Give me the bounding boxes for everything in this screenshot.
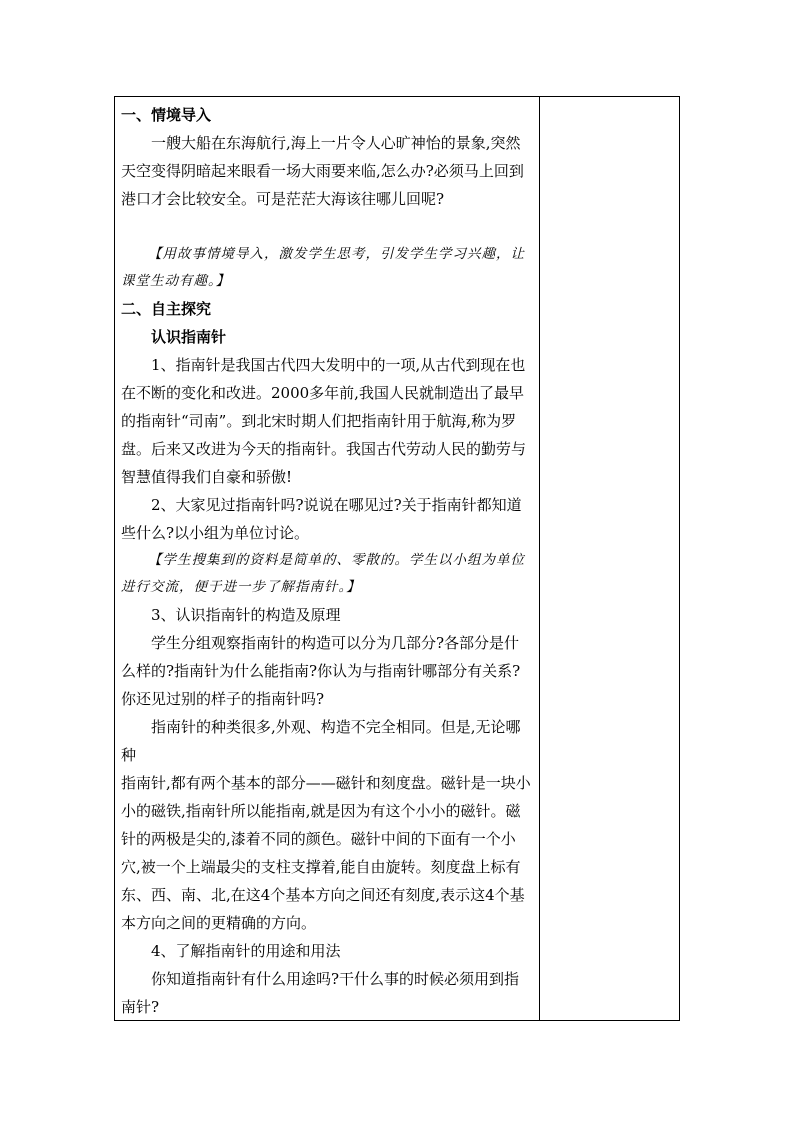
item-1: 1、指南针是我国古代四大发明中的一项,从古代到现在也在不断的变化和改进。2000多年前,我国人民就制造出了最早的指南针“司南”。到北宋时期人们把指南针用于航海,称为罗盘。后来又改进为今天的指南针。我国古代劳动人民的勤劳与智慧值得我们自豪和骄傲! [121,356,527,486]
lesson-table [114,96,680,1021]
lesson-content [121,101,533,1021]
section2-subheading: 认识指南针 [151,328,227,346]
section1-heading: 一、情境导入 [121,106,212,124]
teaching-note-1: 【用故事情境导入，激发学生思考，引发学生学习兴趣，让课堂生动有趣。】 [121,246,525,289]
section2-heading: 二、自主探究 [121,300,212,318]
item-3-paragraph-2b: 指南针,都有两个基本的部分——磁针和刻度盘。磁针是一块小小的磁铁,指南针所以能指南,就是因为有这个小小的磁针。磁针的两极是尖的,漆着不同的颜色。磁针中间的下面有一个小穴,被一个上端最尖的支柱支撑着,能自由旋转。刻度盘上标有东、西、南、北,在这4个基本方向之间还有刻度,表示这4个基本方向之间的更精确的方向。 [121,774,531,932]
column-divider [539,97,540,1020]
item-3-paragraph-1: 学生分组观察指南针的构造可以分为几部分?各部分是什么样的?指南针为什么能指南?你认为与指南针哪部分有关系?你还见过别的样子的指南针吗? [121,634,521,708]
item-4-paragraph-1: 你知道指南针有什么用途吗?干什么事的时候必须用到指南针? [121,970,520,1016]
item-4: 4、了解指南针的用途和用法 [151,942,341,960]
spacer [121,213,533,241]
section1-paragraph: 一艘大船在东海航行,海上一片令人心旷神怡的景象,突然天空变得阴暗起来眼看一场大雨要来临,怎么办?必须马上回到港口才会比较安全。可是茫茫大海该往哪儿回呢? [121,134,524,208]
item-3-paragraph-2a: 指南针的种类很多,外观、构造不完全相同。但是,无论哪种 [121,718,521,764]
item-2: 2、大家见过指南针吗?说说在哪见过?关于指南针都知道些什么?以小组为单位讨论。 [121,496,522,542]
teaching-note-2: 【学生搜集到的资料是简单的、零散的。学生以小组为单位进行交流，便于进一步了解指南针。】 [121,552,525,595]
item-3: 3、认识指南针的构造及原理 [151,606,341,624]
